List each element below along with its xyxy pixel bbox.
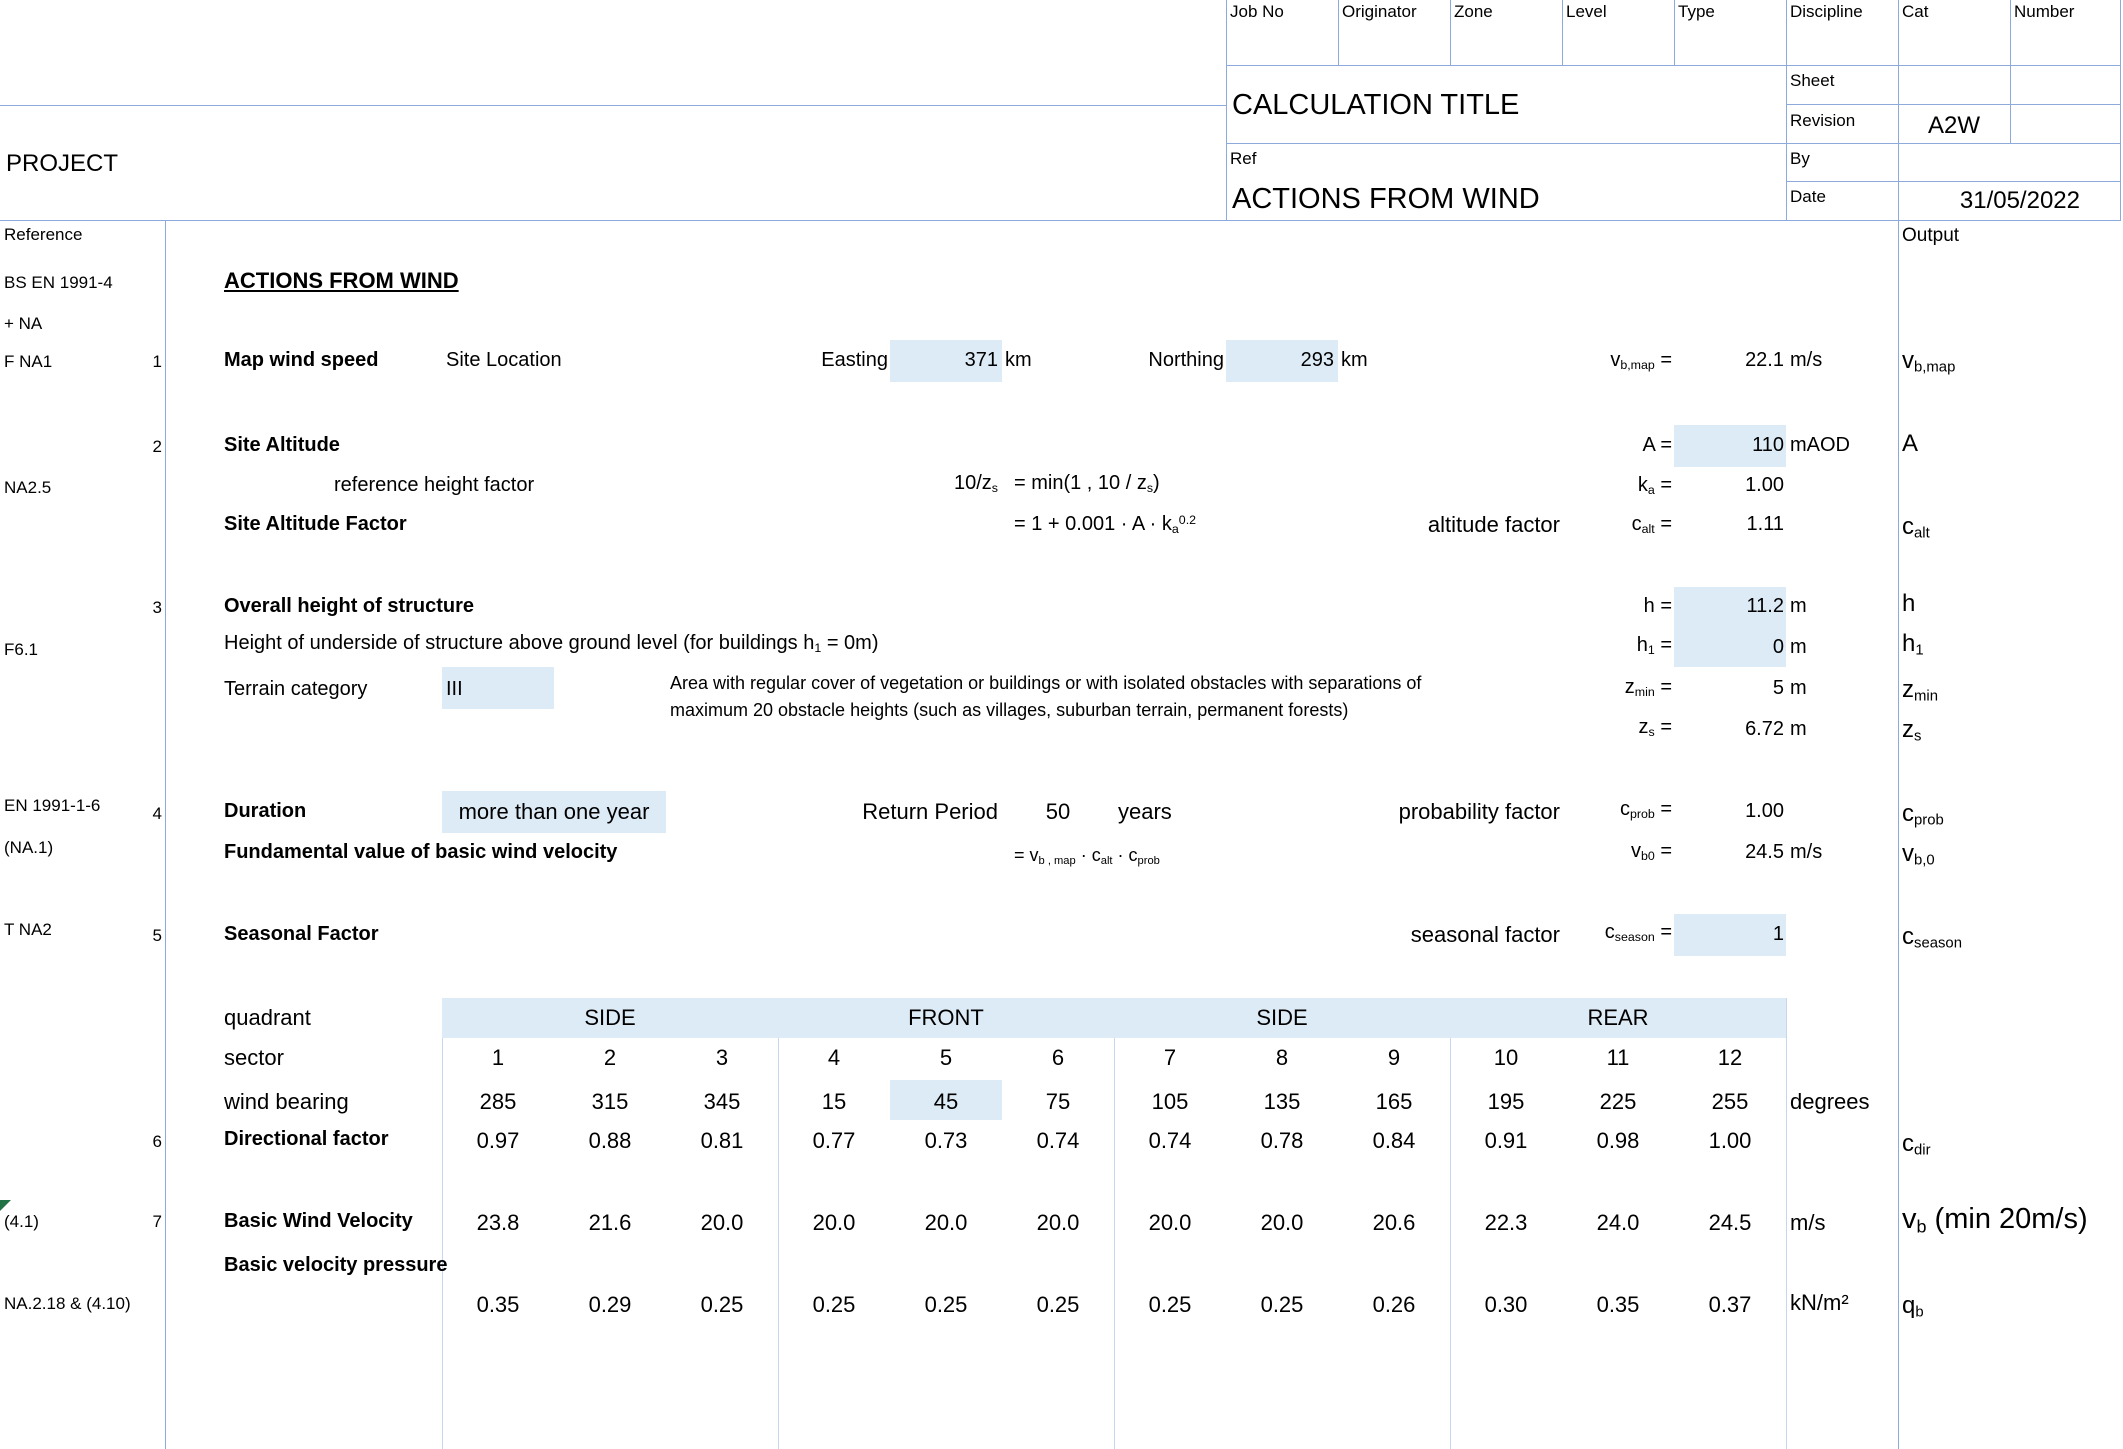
terrain-description-line-2: maximum 20 obstacle heights (such as villages, suburban terrain, permanent forests) — [670, 700, 1349, 720]
velocity-pressure-cell: 0.25 — [812, 1292, 856, 1317]
sector-cell: 8 — [1275, 1045, 1289, 1070]
terrain-category-input[interactable]: III — [446, 678, 463, 700]
sector-cell: 12 — [1717, 1045, 1743, 1070]
directional-factor-cell: 1.00 — [1708, 1128, 1752, 1153]
ref-en1991-1-6: EN 1991-1-6 — [4, 796, 101, 815]
cprob-value: 1.00 — [1745, 800, 1784, 822]
zs-symbol: $z_s$ = — [1638, 716, 1672, 740]
grid-line — [0, 105, 1226, 106]
h1-unit: m — [1790, 636, 1807, 658]
ref-label: Ref — [1230, 149, 1257, 168]
output-cprob: $c_{prob}$ — [1902, 800, 1944, 829]
step-number: 7 — [152, 1212, 162, 1231]
zs-value: 6.72 — [1745, 718, 1784, 740]
easting-unit: km — [1005, 349, 1032, 371]
header-field-number: Number — [2014, 2, 2075, 21]
velocity-pressure-cell: 0.26 — [1372, 1292, 1416, 1317]
grid-line — [1338, 0, 1339, 65]
directional-factor-cell: 0.74 — [1036, 1128, 1080, 1153]
altitude-factor-label: altitude factor — [1427, 512, 1560, 537]
header-field-zone: Zone — [1454, 2, 1493, 21]
grid-line — [1898, 0, 1899, 220]
step-number: 5 — [152, 926, 162, 945]
grid-line — [2010, 0, 2011, 143]
reference-height-expr: $10/z_s$ — [953, 472, 998, 496]
sector-cell: 1 — [491, 1045, 505, 1070]
grid-line — [1226, 65, 2121, 66]
revision-label: Revision — [1790, 111, 1856, 130]
output-cdir: $c_{dir}$ — [1902, 1130, 1931, 1159]
bearing-cell: 15 — [821, 1089, 847, 1114]
basic-wind-velocity-cell: 20.0 — [700, 1210, 744, 1235]
directional-factor-cell: 0.97 — [476, 1128, 520, 1153]
header-field-originator: Originator — [1342, 2, 1417, 21]
velocity-pressure-cell: 0.37 — [1708, 1292, 1752, 1317]
northing-unit: km — [1341, 349, 1368, 371]
seasonal-factor-text: seasonal factor — [1410, 922, 1560, 947]
calt-symbol: $c_{alt}$ = — [1631, 513, 1672, 537]
output-vb0: $v_{b,0}$ — [1902, 840, 1935, 869]
velocity-pressure-cell: 0.30 — [1484, 1292, 1528, 1317]
calculation-title: CALCULATION TITLE — [1232, 89, 1520, 121]
easting-label: Easting — [821, 349, 888, 371]
quadrant-rear: REAR — [1587, 1005, 1649, 1030]
zmin-value: 5 — [1772, 677, 1784, 699]
ref-bs-en: BS EN 1991-4 — [4, 273, 113, 292]
directional-factor-cell: 0.98 — [1596, 1128, 1640, 1153]
velocity-pressure-cell: 0.25 — [1260, 1292, 1304, 1317]
sector-label: sector — [224, 1045, 284, 1070]
reference-column-border — [165, 220, 166, 1449]
output-h1: $h_1$ — [1902, 630, 1924, 659]
terrain-category-label: Terrain category — [224, 678, 368, 700]
output-cseason: $c_{season}$ — [1902, 923, 1962, 952]
ref-na1: (NA.1) — [4, 838, 54, 857]
velocity-pressure-cell: 0.29 — [588, 1292, 632, 1317]
basic-wind-velocity-cell: 20.0 — [1036, 1210, 1080, 1235]
terrain-description-line-1: Area with regular cover of vegetation or buildings or with isolated obstacles with separations of — [670, 673, 1422, 693]
bearing-cell: 105 — [1151, 1089, 1189, 1114]
h1-input[interactable]: 0 — [1772, 636, 1784, 658]
output-zs: $z_s$ — [1902, 716, 1922, 745]
grid-line — [0, 220, 2121, 221]
cseason-symbol: $c_{season}$ = — [1604, 921, 1672, 945]
h-unit: m — [1790, 595, 1807, 617]
return-period-value: 50 — [1045, 799, 1071, 824]
sector-cell: 3 — [715, 1045, 729, 1070]
quadrant-side: SIDE — [584, 1005, 636, 1030]
wind-bearing-label: wind bearing — [224, 1089, 349, 1114]
h1-symbol: $h_1$ = — [1636, 634, 1672, 658]
grid-line — [1450, 0, 1451, 65]
ref-value: ACTIONS FROM WIND — [1232, 183, 1540, 215]
probability-factor-label: probability factor — [1398, 799, 1560, 824]
sector-cell: 10 — [1493, 1045, 1519, 1070]
table-grid-line — [1786, 998, 1787, 1449]
sheet-label: Sheet — [1790, 71, 1835, 90]
directional-factor-cell: 0.84 — [1372, 1128, 1416, 1153]
map-wind-speed-label: Map wind speed — [224, 349, 379, 371]
velocity-pressure-cell: 0.35 — [1596, 1292, 1640, 1317]
zs-unit: m — [1790, 718, 1807, 740]
velocity-pressure-cell: 0.25 — [1036, 1292, 1080, 1317]
date-value[interactable]: 31/05/2022 — [1959, 187, 2080, 214]
bearing-cell: 255 — [1711, 1089, 1749, 1114]
velocity-pressure-cell: 0.25 — [1148, 1292, 1192, 1317]
bearing-unit: degrees — [1790, 1089, 1870, 1114]
bearing-cell: 135 — [1263, 1089, 1301, 1114]
header-field-type: Type — [1678, 2, 1715, 21]
site-altitude-label: Site Altitude — [224, 434, 340, 456]
bearing-cell: 165 — [1375, 1089, 1413, 1114]
sector-cell: 11 — [1606, 1045, 1630, 1070]
ka-value: 1.00 — [1745, 474, 1784, 496]
basic-wind-velocity-label: Basic Wind Velocity — [224, 1210, 413, 1232]
grid-line — [1226, 143, 2121, 144]
directional-factor-cell: 0.78 — [1260, 1128, 1304, 1153]
seasonal-factor-label: Seasonal Factor — [224, 923, 379, 945]
output-column-title: Output — [1902, 225, 1960, 246]
bearing-cell: 285 — [479, 1089, 517, 1114]
h-input[interactable]: 11.2 — [1746, 595, 1784, 617]
zmin-symbol: $z_{min}$ = — [1624, 676, 1672, 700]
calt-value: 1.11 — [1746, 513, 1784, 535]
grid-line — [1786, 181, 2121, 182]
altitude-symbol: A = — [1642, 434, 1672, 456]
sector-cell: 9 — [1387, 1045, 1401, 1070]
output-column-border — [1898, 220, 1899, 1449]
ref-na: + NA — [4, 314, 43, 333]
overall-height-label: Overall height of structure — [224, 595, 475, 617]
step-number: 4 — [152, 804, 162, 823]
basic-wind-velocity-cell: 23.8 — [476, 1210, 520, 1235]
directional-factor-cell: 0.91 — [1484, 1128, 1528, 1153]
grid-line — [2120, 0, 2121, 220]
output-h: h — [1902, 590, 1916, 617]
directional-factor-cell: 0.74 — [1148, 1128, 1192, 1153]
duration-select[interactable]: more than one year — [458, 799, 650, 824]
bearing-cell: 195 — [1487, 1089, 1525, 1114]
ref-f-na1: F NA1 — [4, 352, 53, 371]
header-field-job-no: Job No — [1230, 2, 1284, 21]
zmin-unit: m — [1790, 677, 1807, 699]
northing-label: Northing — [1148, 349, 1224, 371]
fundamental-velocity-label: Fundamental value of basic wind velocity — [224, 841, 618, 863]
output-qb: $q_b$ — [1902, 1292, 1924, 1321]
vb0-value: 24.5 — [1745, 841, 1784, 863]
quadrant-label: quadrant — [224, 1005, 311, 1030]
bearing-cell: 345 — [703, 1089, 741, 1114]
velocity-pressure-cell: 0.25 — [700, 1292, 744, 1317]
basic-wind-velocity-cell: 21.6 — [588, 1210, 632, 1235]
return-period-unit: years — [1118, 799, 1172, 824]
vb-map-value: 22.1 — [1745, 349, 1784, 371]
section-heading: ACTIONS FROM WIND — [224, 268, 459, 293]
quadrant-side: SIDE — [1256, 1005, 1308, 1030]
vb-map-symbol: $v_{b,map}$ = — [1610, 349, 1672, 373]
velocity-pressure-cell: 0.25 — [924, 1292, 968, 1317]
vb-unit: m/s — [1790, 1210, 1826, 1235]
ref-f6-1: F6.1 — [4, 640, 39, 659]
step-number: 6 — [152, 1132, 162, 1151]
sector-cell: 4 — [827, 1045, 841, 1070]
date-label: Date — [1790, 187, 1826, 206]
ref-na2-18: NA.2.18 & (4.10) — [4, 1294, 131, 1313]
header-field-cat: Cat — [1902, 2, 1929, 21]
sector-cell: 7 — [1163, 1045, 1177, 1070]
step-number: 2 — [152, 437, 162, 456]
grid-line — [1674, 0, 1675, 65]
output-zmin: $z_{min}$ — [1902, 676, 1938, 705]
bearing-cell: 45 — [933, 1089, 959, 1114]
grid-line — [1786, 0, 1787, 220]
h-symbol: h = — [1643, 595, 1672, 617]
step-number: 1 — [152, 352, 162, 371]
header-field-level: Level — [1566, 2, 1607, 21]
output-a: A — [1902, 430, 1919, 457]
basic-wind-velocity-cell: 20.6 — [1372, 1210, 1416, 1235]
grid-line — [1786, 104, 2121, 105]
project-label: PROJECT — [6, 150, 119, 177]
ref-na2-5: NA2.5 — [4, 478, 52, 497]
reference-column-title: Reference — [4, 225, 83, 244]
vb0-unit: m/s — [1790, 841, 1823, 863]
step-number: 3 — [152, 598, 162, 617]
directional-factor-cell: 0.77 — [812, 1128, 856, 1153]
vb-map-unit: m/s — [1790, 349, 1823, 371]
underside-height-label: Height of underside of structure above ground level (for buildings $h_1 = 0m$) — [224, 632, 879, 656]
sector-cell: 2 — [603, 1045, 617, 1070]
basic-velocity-pressure-label: Basic velocity pressure — [224, 1254, 448, 1276]
site-altitude-factor-label: Site Altitude Factor — [224, 513, 407, 535]
reference-height-formula: = min(1 , $10 / z_s$) — [1014, 472, 1160, 496]
output-vb: $v_b$ (min 20m/s) — [1902, 1203, 2088, 1237]
output-vb-map: $v_{b,map}$ — [1902, 347, 1956, 376]
easting-input[interactable]: 371 — [964, 349, 998, 371]
directional-factor-cell: 0.81 — [700, 1128, 744, 1153]
site-location-label: Site Location — [446, 349, 562, 371]
title-block-left-border — [1226, 0, 1227, 220]
ref-eq-4-1: (4.1) — [4, 1212, 39, 1231]
basic-wind-velocity-cell: 22.3 — [1484, 1210, 1528, 1235]
reference-height-factor-label: reference height factor — [334, 474, 535, 496]
basic-wind-velocity-cell: 20.0 — [924, 1210, 968, 1235]
northing-input[interactable]: 293 — [1300, 349, 1334, 371]
cseason-input[interactable]: 1 — [1772, 923, 1784, 945]
vb0-symbol: $v_{b0}$ = — [1630, 840, 1672, 864]
directional-factor-label: Directional factor — [224, 1128, 389, 1150]
basic-wind-velocity-cell: 24.5 — [1708, 1210, 1752, 1235]
ref-t-na2: T NA2 — [4, 920, 52, 939]
fundamental-velocity-formula: = $v_{b , map} \cdot c_{alt} \cdot c_{prob}$ — [1014, 845, 1160, 867]
velocity-pressure-cell: 0.35 — [476, 1292, 520, 1317]
bearing-cell: 315 — [591, 1089, 629, 1114]
basic-wind-velocity-cell: 20.0 — [812, 1210, 856, 1235]
bearing-cell: 225 — [1599, 1089, 1637, 1114]
altitude-unit: mAOD — [1790, 434, 1850, 456]
return-period-label: Return Period — [862, 799, 998, 824]
directional-factor-cell: 0.88 — [588, 1128, 632, 1153]
cell-comment-marker-icon — [0, 1200, 12, 1212]
bearing-cell: 75 — [1045, 1089, 1071, 1114]
altitude-input[interactable]: 110 — [1752, 434, 1784, 456]
basic-wind-velocity-cell: 20.0 — [1148, 1210, 1192, 1235]
cprob-symbol: $c_{prob}$ = — [1619, 798, 1672, 822]
basic-wind-velocity-cell: 24.0 — [1596, 1210, 1640, 1235]
by-label: By — [1790, 149, 1810, 168]
altitude-factor-formula: = $1 + 0.001 \cdot A \cdot k_a^{0.2}$ — [1014, 512, 1197, 537]
qb-unit: kN/m² — [1790, 1290, 1849, 1315]
ka-symbol: $k_a$ = — [1637, 474, 1672, 498]
directional-factor-cell: 0.73 — [924, 1128, 968, 1153]
grid-line — [1562, 0, 1563, 65]
sector-cell: 6 — [1051, 1045, 1065, 1070]
sector-cell: 5 — [939, 1045, 953, 1070]
duration-label: Duration — [224, 800, 307, 822]
header-field-discipline: Discipline — [1790, 2, 1863, 21]
quadrant-front: FRONT — [908, 1005, 984, 1030]
basic-wind-velocity-cell: 20.0 — [1260, 1210, 1304, 1235]
output-calt: $c_{alt}$ — [1902, 513, 1930, 542]
revision-value[interactable]: A2W — [1927, 112, 1980, 139]
